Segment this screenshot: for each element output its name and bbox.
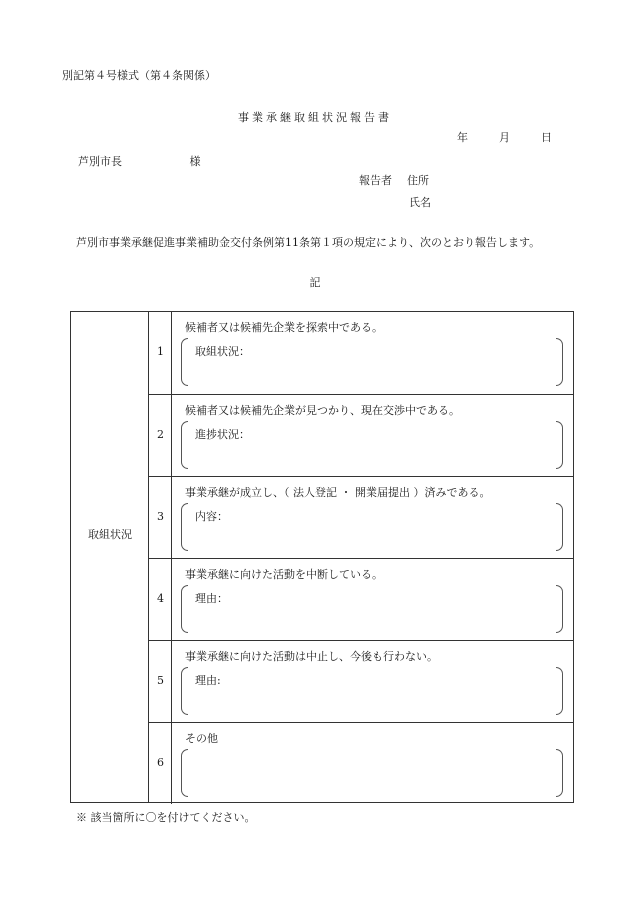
right-bracket: [556, 585, 563, 633]
reporter-label: 報告者: [359, 174, 392, 187]
reporter-name-label: 氏名: [409, 196, 431, 209]
addressee-honorific: 様: [189, 155, 201, 168]
row-number: 1: [157, 345, 164, 358]
status-row: [149, 640, 573, 722]
date-line: [457, 129, 552, 145]
status-row: [149, 476, 573, 558]
row-number: 2: [157, 428, 164, 441]
reporter-address-line: [359, 172, 429, 188]
row-description: 候補者又は候補先企業を探索中である。: [185, 321, 383, 334]
row-number: 5: [157, 674, 164, 687]
field-label: 進捗状況：: [195, 428, 250, 441]
row-number: 4: [157, 592, 164, 605]
left-bracket: [181, 585, 188, 633]
row-header-label: 取組状況: [88, 528, 132, 541]
row-description: 事業承継が成立し、（ 法人登記 ・ 開業届提出 ）済みである。: [185, 486, 491, 499]
status-table: [70, 311, 574, 803]
month-label: 月: [499, 131, 510, 144]
row-description: 事業承継に向けた活動を中断している。: [185, 568, 383, 581]
left-bracket: [181, 667, 188, 715]
note-text: ※ 該当箇所に〇を付けてください。: [76, 811, 256, 824]
row-number-cell: [149, 395, 172, 476]
addressee-name: 芦別市長: [78, 155, 122, 168]
row-number: 3: [157, 510, 164, 523]
form-label: 別記第４号様式（第４条関係）: [62, 69, 216, 82]
left-bracket: [181, 503, 188, 551]
left-bracket: [181, 338, 188, 386]
row-header-cell: [71, 312, 149, 802]
detail-entry-field[interactable]: [181, 421, 563, 469]
status-row: [149, 312, 573, 394]
address-label: 住所: [407, 174, 429, 187]
field-label: 理由：: [195, 592, 228, 605]
document-title: 事業承継取組状況報告書: [238, 111, 392, 124]
right-bracket: [556, 749, 563, 797]
row-number-cell: [149, 641, 172, 722]
detail-entry-field[interactable]: [181, 749, 563, 797]
left-bracket: [181, 749, 188, 797]
row-number-cell: [149, 477, 172, 558]
status-row: [149, 394, 573, 476]
right-bracket: [556, 503, 563, 551]
field-label: 理由:: [195, 674, 221, 687]
detail-entry-field[interactable]: [181, 585, 563, 633]
row-description: 候補者又は候補先企業が見つかり、現在交渉中である。: [185, 404, 460, 417]
ki-heading: 記: [309, 276, 321, 289]
row-description: その他: [185, 732, 218, 745]
day-label: 日: [541, 131, 552, 144]
right-bracket: [556, 421, 563, 469]
addressee: [78, 153, 201, 169]
left-bracket: [181, 421, 188, 469]
year-label: 年: [457, 131, 468, 144]
row-description: 事業承継に向けた活動は中止し、今後も行わない。: [185, 650, 438, 663]
detail-entry-field[interactable]: [181, 667, 563, 715]
row-number-cell: [149, 559, 172, 640]
right-bracket: [556, 667, 563, 715]
row-number-cell: [149, 312, 172, 394]
row-number-cell: [149, 723, 172, 804]
status-row: [149, 558, 573, 640]
detail-entry-field[interactable]: [181, 338, 563, 386]
status-row: [149, 722, 573, 804]
right-bracket: [556, 338, 563, 386]
field-label: 取組状況：: [195, 345, 250, 358]
body-text: 芦別市事業承継促進事業補助金交付条例第11条第１項の規定により、次のとおり報告します。: [76, 236, 541, 249]
field-label: 内容：: [195, 510, 228, 523]
detail-entry-field[interactable]: [181, 503, 563, 551]
row-number: 6: [157, 756, 164, 769]
